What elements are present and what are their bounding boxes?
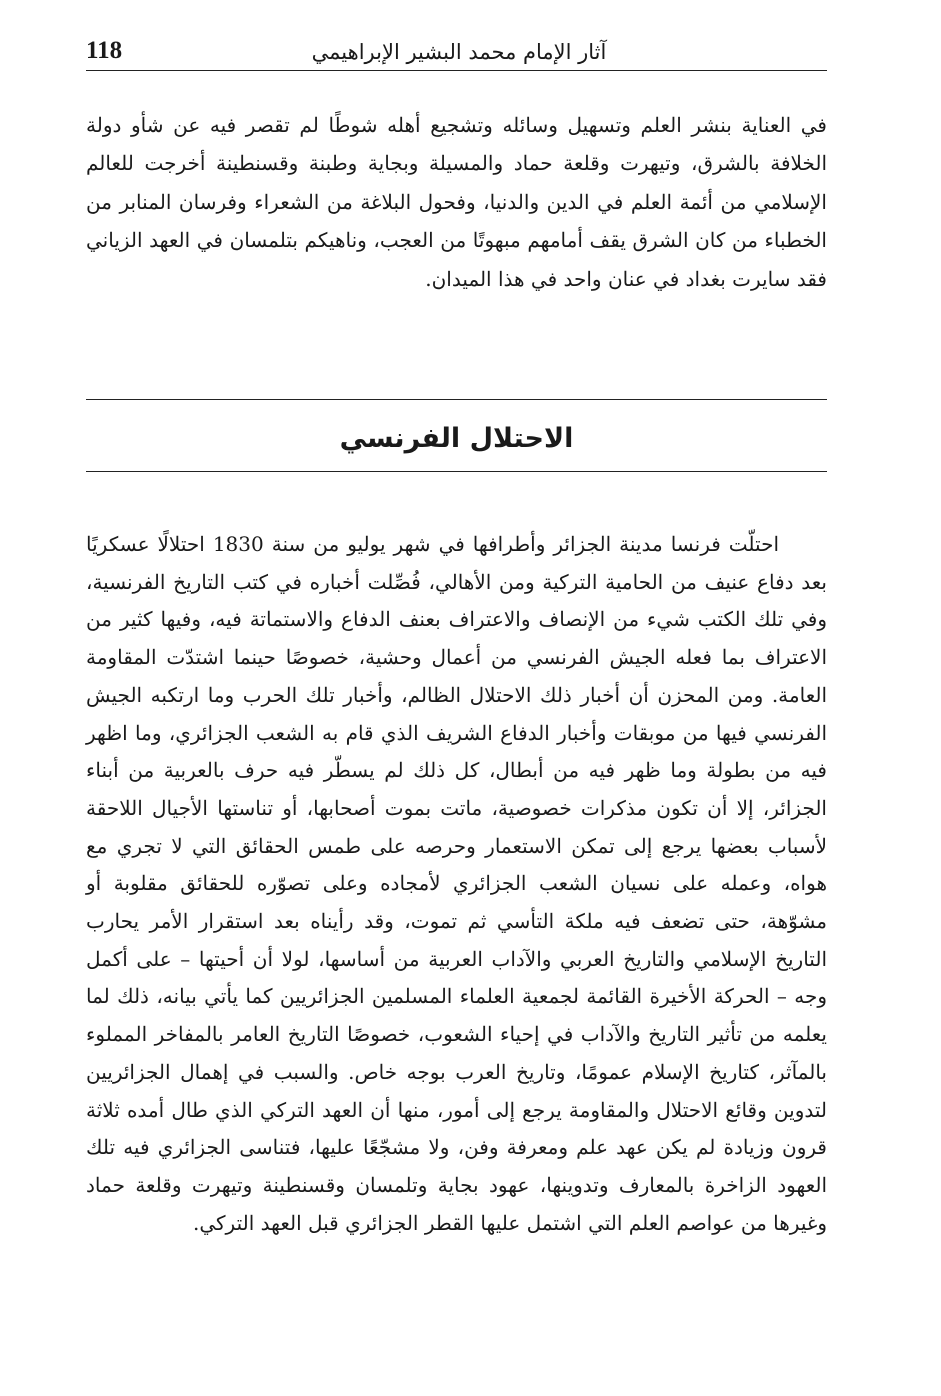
section-heading: الاحتلال الفرنسي	[339, 423, 574, 454]
page-number: 118	[86, 37, 123, 64]
running-header	[86, 36, 827, 71]
intro-paragraph-block	[86, 106, 827, 306]
section-rule-bottom	[86, 471, 827, 472]
intro-paragraph: في العناية بنشر العلم وتسهيل وسائله وتشجيع أهله شوطًا لم تقصر فيه عن شأو دولة الخلافة بالشرق، وتيهرت وقلعة حماد والمسيلة وبجاية وطبنة وقسنطينة أخرجت للعالم الإسلامي من أئمة العلم في الدين والدنيا، وفحول البلاغة من الشعراء وفرسان المنابر من الخطباء من كان الشرق يقف أمامهم مبهوتًا من العجب، وناهيكم بتلمسان في العهد الزياني فقد سايرت بغداد في عنان واحد في هذا الميدان.	[86, 113, 827, 291]
section-rule-top	[86, 399, 827, 400]
section-body-paragraph: احتلّت فرنسا مدينة الجزائر وأطرافها في شهر يوليو من سنة 1830 احتلالًا عسكريًا بعد دفاع عنيف من الحامية التركية ومن الأهالي، فُصِّلت أخباره في كتب التاريخ الفرنسية، وفي تلك الكتب شيء من الإنصاف والاعتراف بعنف الدفاع والاستماتة فيه، وفيها كثير من الاعتراف بما فعله الجيش الفرنسي من أعمال وحشية، خصوصًا حينما اشتدّت المقاومة العامة. ومن المحزن أن أخبار ذلك الاحتلال الظالم، وأخبار تلك الحرب وما ارتكبه الجيش الفرنسي فيها من موبقات وأخبار الدفاع الشريف الذي قام به الشعب الجزائري، وما اظهر فيه من بطولة وما ظهر فيه من أبطال، كل ذلك لم يسطّر فيه حرف بالعربية من أبناء الجزائر، إلا أن تكون مذكرات خصوصية، ماتت بموت أصحابها، أو تناستها الأجيال اللاحقة لأسباب بعضها يرجع إلى تمكن الاستعمار وحرصه على طمس الحقائق التي لا تجري مع هواه، وعمله على نسيان الشعب الجزائري لأمجاده وعلى تصوّره للحقائق مقلوبة أو مشوّهة، حتى تضعف فيه ملكة التأسي ثم تموت، وقد رأيناه بعد استقرار الأمر يحارب التاريخ الإسلامي والتاريخ العربي والآداب العربية من أساسها، لولا أن أحيتها – على أكمل وجه – الحركة الأخيرة القائمة لجمعية العلماء المسلمين الجزائريين كما يأتي بيانه، ذلك لما يعلمه من تأثير التاريخ والآداب في إحياء الشعوب، خصوصًا التاريخ العامر بالمفاخر المملوء بالمآثر، كتاريخ الإسلام عمومًا، وتاريخ العرب بوجه خاص. والسبب في إهمال الجزائريين لتدوين وقائع الاحتلال والمقاومة يرجع إلى أمور، منها أن العهد التركي الذي طال أمده ثلاثة قرون وزيادة لم يكن عهد علم ومعرفة وفن، ولا مشجّعًا عليها، فتناسى الجزائري فيه تلك العهود الزاخرة بالمعارف وتدوينها، عهود بجاية وتلمسان وقسنطينة وتيهرت وقلعة حماد وغيرها من عواصم العلم التي اشتمل عليها القطر الجزائري قبل العهد التركي.	[86, 532, 827, 1235]
running-title: آثار الإمام محمد البشير الإبراهيمي	[311, 40, 607, 64]
section-body-block	[86, 526, 827, 1296]
